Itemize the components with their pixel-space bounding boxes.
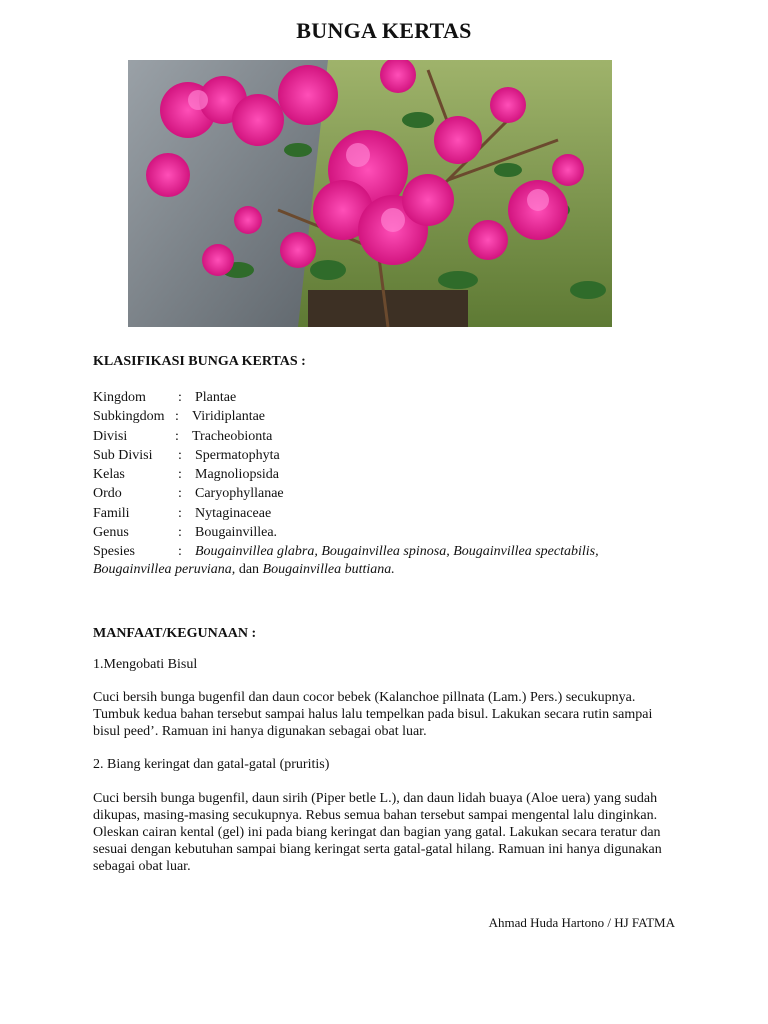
row-value: Tracheobionta <box>192 428 273 444</box>
row-colon: : <box>178 447 182 463</box>
row-colon: : <box>175 409 179 425</box>
species-peruviana: Bougainvillea peruviana, <box>93 562 236 577</box>
row-colon: : <box>178 467 182 483</box>
row-key: Spesies <box>93 544 135 560</box>
row-key: Kelas <box>93 467 125 483</box>
row-key: Divisi <box>93 428 128 444</box>
row-value: Spermatophyta <box>195 447 280 463</box>
row-key: Ordo <box>93 486 122 502</box>
klasifikasi-heading: KLASIFIKASI BUNGA KERTAS : <box>93 354 306 369</box>
row-colon: : <box>178 486 182 502</box>
row-colon: : <box>175 428 179 444</box>
manfaat-heading: MANFAAT/KEGUNAAN : <box>93 626 257 641</box>
row-key: Sub Divisi <box>93 447 153 463</box>
document-title: BUNGA KERTAS <box>296 18 472 43</box>
species-line-2 <box>93 562 395 578</box>
species-line-1: Bougainvillea glabra, Bougainvillea spinosa, Bougainvillea spectabilis, <box>195 544 599 560</box>
row-key: Famili <box>93 505 130 521</box>
row-colon: : <box>178 505 182 521</box>
row-value: Caryophyllanae <box>195 486 284 502</box>
species-buttiana: Bougainvillea buttiana. <box>262 562 395 577</box>
row-value: Nytaginaceae <box>195 505 272 521</box>
benefit-1-text: Cuci bersih bunga bugenfil dan daun cocor bebek (Kalanchoe pillnata (Lam.) Pers.) secukupnya. Tumbuk kedua bahan tersebut sampai halus lalu tempelkan pada bisul. Lakukan secara rutin sampai bisul peed’. Ramuan ini hanya digunakan sebagai obat luar. <box>93 690 653 739</box>
row-key: Genus <box>93 525 129 541</box>
species-conjunction: dan <box>235 562 263 577</box>
row-key: Subkingdom <box>93 409 165 425</box>
row-value: Magnoliopsida <box>195 467 279 483</box>
bougainvillea-photo <box>128 60 612 327</box>
row-colon: : <box>178 390 182 405</box>
benefit-2-title: 2. Biang keringat dan gatal-gatal (pruritis) <box>93 757 330 772</box>
row-key: Kingdom <box>93 390 146 405</box>
benefit-2-text: Cuci bersih bunga bugenfil, daun sirih (Piper betle L.), dan daun lidah buaya (Aloe uera) yang sudah dikupas, masing-masing secukupnya. Rebus semua bahan tersebut sampai mengental lalu dinginkan. Oleskan cairan kental (gel) ini pada biang keringat dan bagian yang gatal. Lakukan secara teratur dan sesuai dengan kebutuhan sampai biang keringat serta gatal-gatal hilang. Ramuan ini hanya digunakan sebagai obat luar. <box>93 791 662 874</box>
row-value: Bougainvillea. <box>195 525 278 541</box>
benefit-1-title: 1.Mengobati Bisul <box>93 657 198 672</box>
row-colon: : <box>178 525 182 541</box>
row-colon: : <box>178 544 182 560</box>
row-value: Plantae <box>195 390 237 405</box>
author-credit: Ahmad Huda Hartono / HJ FATMA <box>488 915 675 930</box>
row-value: Viridiplantae <box>192 409 266 425</box>
